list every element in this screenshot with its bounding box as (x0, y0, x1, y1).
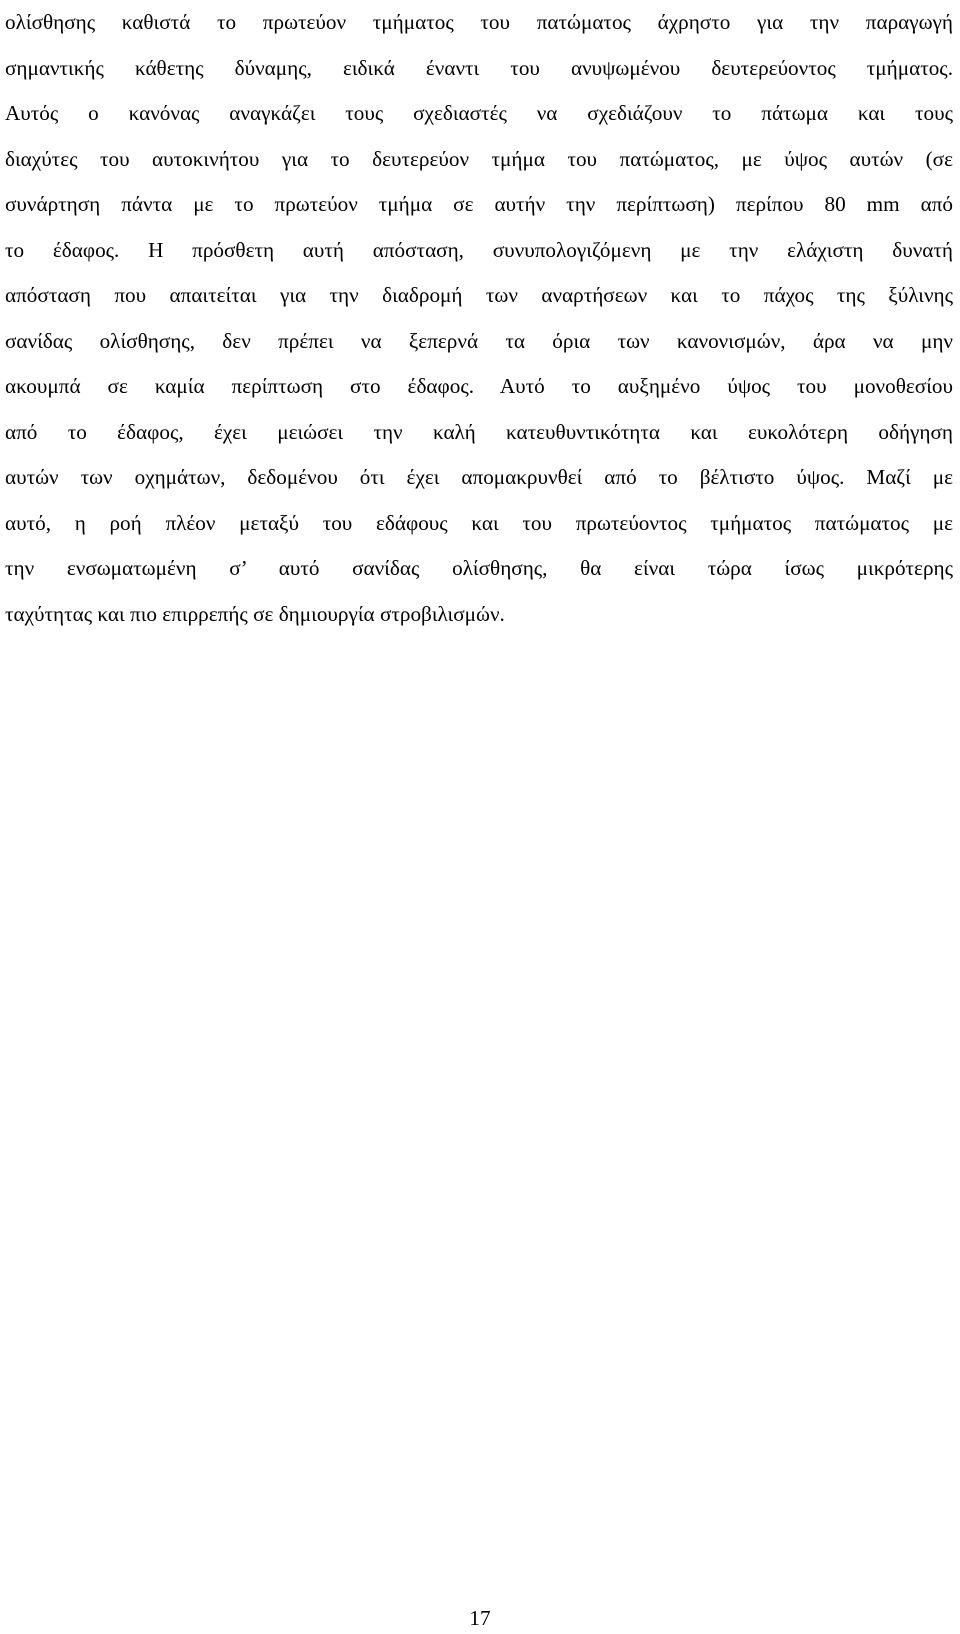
paragraph-line: το έδαφος. Η πρόσθετη αυτή απόσταση, συνυπολογιζόμενη με την ελάχιστη δυνατή (5, 237, 953, 262)
paragraph-line: αυτό, η ροή πλέον μεταξύ του εδάφους και του πρωτεύοντος τμήματος πατώματος με (5, 510, 953, 535)
paragraph-line: από το έδαφος, έχει μειώσει την καλή κατευθυντικότητα και ευκολότερη οδήγηση (5, 419, 953, 444)
paragraph-line: συνάρτηση πάντα με το πρωτεύον τμήμα σε αυτήν την περίπτωση) περίπου 80 mm από (5, 192, 953, 216)
page-number: 17 (469, 1606, 491, 1630)
paragraph-line: ακουμπά σε καμία περίπτωση στο έδαφος. Αυτό το αυξημένο ύψος του μονοθεσίου (5, 374, 953, 398)
paragraph-line: σημαντικής κάθετης δύναμης, ειδικά έναντι του ανυψωμένου δευτερεύοντος τμήματος. (5, 55, 953, 80)
body-paragraph (5, 0, 953, 637)
paragraph-line: Αυτός ο κανόνας αναγκάζει τους σχεδιαστές να σχεδιάζουν το πάτωμα και τους (5, 101, 953, 125)
paragraph-line: αυτών των οχημάτων, δεδομένου ότι έχει απομακρυνθεί από το βέλτιστο ύψος. Μαζί με (5, 465, 953, 489)
paragraph-line: σανίδας ολίσθησης, δεν πρέπει να ξεπερνά τα όρια των κανονισμών, άρα να μην (5, 328, 953, 353)
paragraph-line: την ενσωματωμένη σ’ αυτό σανίδας ολίσθησης, θα είναι τώρα ίσως μικρότερης (5, 556, 953, 580)
paragraph-line-last: ταχύτητας και πιο επιρρεπής σε δημιουργία στροβιλισμών. (5, 601, 505, 626)
paragraph-line: απόσταση που απαιτείται για την διαδρομή των αναρτήσεων και το πάχος της ξύλινης (5, 283, 953, 307)
paragraph-line: διαχύτες του αυτοκινήτου για το δευτερεύον τμήμα του πατώματος, με ύψος αυτών (σε (5, 146, 953, 171)
paragraph-line: ολίσθησης καθιστά το πρωτεύον τμήματος του πατώματος άχρηστο για την παραγωγή (5, 10, 953, 34)
